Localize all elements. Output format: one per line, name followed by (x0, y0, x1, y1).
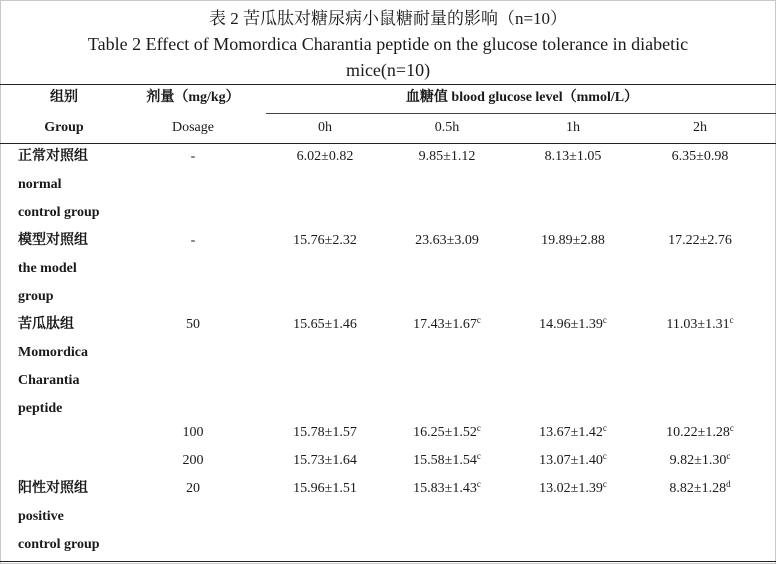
glucose-value: 6.02±0.82 (296, 149, 354, 164)
group-name-en-line: peptide (18, 401, 63, 416)
glucose-value-cell (270, 419, 380, 447)
glucose-value: 8.82±1.28 (669, 481, 727, 496)
group-name-cn: 正常对照组 (18, 149, 88, 164)
glucose-value: 16.25±1.52 (413, 425, 477, 440)
significance-marker: c (726, 451, 731, 461)
dosage-cell: 50 (186, 317, 200, 332)
table-title-english-line1: Table 2 Effect of Momordica Charantia peptide on the glucose tolerance in diabetic (87, 34, 689, 54)
glucose-value: 15.83±1.43 (413, 481, 477, 496)
group-name-en-line: the model (18, 261, 77, 276)
glucose-value: 11.03±1.31 (666, 317, 730, 332)
glucose-value: 19.89±2.88 (541, 233, 605, 248)
glucose-value: 15.73±1.64 (293, 453, 357, 468)
significance-marker: c (602, 479, 607, 489)
group-name-en-line: Momordica (18, 345, 88, 360)
glucose-value: 15.78±1.57 (293, 425, 357, 440)
group-name-en-line: group (18, 289, 54, 304)
glucose-value-cell (518, 143, 628, 171)
dosage-cell: - (190, 233, 196, 248)
glucose-value: 17.43±1.67 (413, 317, 477, 332)
glucose-value: 14.96±1.39 (539, 317, 603, 332)
header-time-0h: 0h (318, 120, 332, 135)
significance-marker: c (602, 423, 607, 433)
glucose-value-cell (645, 311, 755, 339)
header-time-1h: 1h (566, 120, 580, 135)
significance-marker: c (602, 451, 607, 461)
glucose-value-cell (392, 447, 502, 475)
glucose-value: 10.22±1.28 (666, 425, 730, 440)
glucose-value-cell (645, 447, 755, 475)
significance-marker: c (476, 423, 481, 433)
significance-marker: c (729, 423, 734, 433)
glucose-value-cell (645, 419, 755, 447)
header-time-2h: 2h (693, 120, 707, 135)
group-name-en-line: Charantia (18, 373, 80, 388)
header-dosage-en: Dosage (172, 120, 214, 135)
glucose-value: 13.02±1.39 (539, 481, 603, 496)
glucose-value: 13.07±1.40 (539, 453, 603, 468)
group-name-en-line: positive (18, 509, 64, 524)
glucose-value-cell (518, 311, 628, 339)
group-name-en-line: normal (18, 177, 62, 192)
glucose-value-cell (270, 311, 380, 339)
glucose-value-cell (270, 447, 380, 475)
dosage-cell: - (190, 149, 196, 164)
group-name-en-line: control group (18, 205, 100, 220)
header-group-en: Group (44, 120, 84, 135)
significance-marker: c (602, 315, 607, 325)
glucose-value-cell (518, 419, 628, 447)
dosage-cell: 200 (182, 453, 204, 468)
header-dosage-cn: 剂量（mg/kg） (146, 90, 240, 105)
significance-marker: d (726, 479, 731, 489)
table-title-english (30, 31, 746, 83)
glucose-value-cell (392, 419, 502, 447)
glucose-value: 15.96±1.51 (293, 481, 357, 496)
glucose-value: 23.63±3.09 (415, 233, 479, 248)
glucose-value: 9.82±1.30 (669, 453, 727, 468)
header-time-0-5h: 0.5h (434, 120, 460, 135)
glucose-value: 15.58±1.54 (413, 453, 477, 468)
glucose-value: 6.35±0.98 (671, 149, 729, 164)
group-name-cn: 模型对照组 (18, 233, 88, 248)
group-name-en-line: control group (18, 537, 100, 552)
glucose-value-cell (645, 143, 755, 171)
table-title-chinese: 表 2 苦瓜肽对糖尿病小鼠糖耐量的影响（n=10） (208, 9, 568, 28)
glucose-value: 17.22±2.76 (668, 233, 732, 248)
glucose-value-cell (392, 475, 502, 503)
glucose-value-cell (392, 143, 502, 171)
group-name-cn: 苦瓜肽组 (18, 317, 74, 332)
significance-marker: c (476, 451, 481, 461)
significance-marker: c (476, 315, 481, 325)
bottom-rule (0, 561, 776, 562)
glucose-value-cell (270, 475, 380, 503)
glucose-value-cell (392, 311, 502, 339)
glucose-value-cell (645, 475, 755, 503)
glucose-value-cell (518, 227, 628, 255)
glucose-value-cell (645, 227, 755, 255)
dosage-cell: 100 (182, 425, 204, 440)
glucose-value: 13.67±1.42 (539, 425, 603, 440)
header-blood-glucose-label: 血糖值 blood glucose level（mmol/L） (405, 90, 639, 105)
header-group-cn: 组别 (50, 90, 78, 105)
glucose-value-cell (270, 143, 380, 171)
significance-marker: c (476, 479, 481, 489)
glucose-value: 8.13±1.05 (544, 149, 602, 164)
glucose-value-cell (518, 475, 628, 503)
group-name-cn: 阳性对照组 (18, 481, 88, 496)
glucose-value: 9.85±1.12 (418, 149, 476, 164)
glucose-value: 15.65±1.46 (293, 317, 357, 332)
significance-marker: c (729, 315, 734, 325)
glucose-value-cell (270, 227, 380, 255)
glucose-value: 15.76±2.32 (293, 233, 357, 248)
glucose-value-cell (518, 447, 628, 475)
dosage-cell: 20 (186, 481, 200, 496)
table-title-english-line2: mice(n=10) (345, 60, 431, 80)
glucose-value-cell (392, 227, 502, 255)
